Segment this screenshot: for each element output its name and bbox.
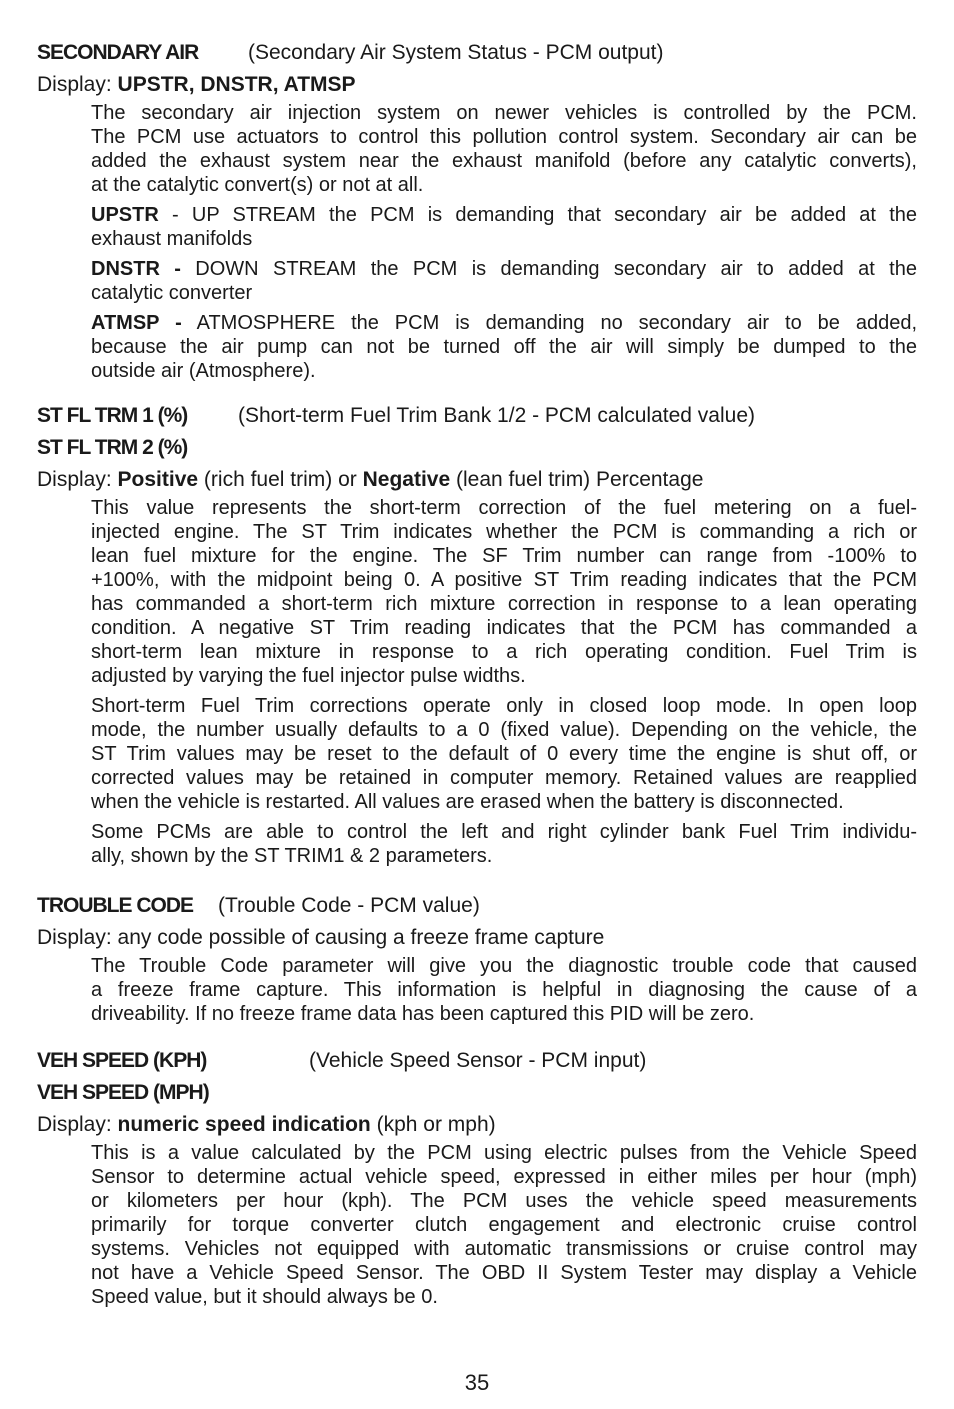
term-header	[37, 432, 917, 464]
display-text: Display:	[37, 468, 118, 491]
text-line: short-term lean mixture in response to a rich operating condition. Fuel Trim is	[91, 641, 917, 663]
term-name: SECONDARY AIR	[37, 41, 199, 64]
term-name: TROUBLE CODE	[37, 894, 193, 917]
display-value: numeric speed indication	[117, 1113, 371, 1136]
text-line: or kilometers per hour (kph). The PCM uses the vehicle speed measurements	[91, 1190, 917, 1212]
term-name: VEH SPEED (MPH)	[37, 1081, 209, 1104]
text-line: a freeze frame capture. This information is helpful in diagnosing the cause of a	[91, 979, 917, 1001]
display-text: (lean fuel trim) Percentage	[450, 468, 704, 491]
line-text: - UP STREAM the PCM is demanding that secondary air be added at the	[158, 204, 917, 226]
body-paragraph	[64, 203, 917, 251]
page-number: 35	[464, 1370, 490, 1395]
term-name: ST FL TRM 1 (%)	[37, 404, 188, 427]
text-line: driveability. If no freeze frame data has been captured this PID will be zero.	[91, 1003, 755, 1025]
section-trouble-code	[37, 890, 917, 1032]
text-line: This is a value calculated by the PCM using electric pulses from the Vehicle Speed	[91, 1142, 917, 1164]
text-line: Speed value, but it should always be 0.	[91, 1286, 438, 1308]
display-text: (rich fuel trim) or	[198, 468, 363, 491]
text-line: has commanded a short-term rich mixture correction in response to a lean operating	[91, 593, 917, 615]
text-line: exhaust manifolds	[91, 228, 253, 250]
text-line: Sensor to determine actual vehicle speed, expressed in either miles per hour (mph)	[91, 1166, 917, 1188]
text-line: Some PCMs are able to control the left and right cylinder bank Fuel Trim individu-	[91, 821, 917, 843]
term-header	[37, 1077, 917, 1109]
display-value: Negative	[362, 468, 451, 491]
text-line: lean fuel mixture for the engine. The SF Trim number can range from -100% to	[91, 545, 917, 567]
term-description: (Vehicle Speed Sensor - PCM input)	[309, 1049, 647, 1072]
text-line: This value represents the short-term correction of the fuel metering on a fuel-	[91, 497, 917, 519]
body-paragraph	[64, 496, 917, 688]
body-paragraph	[64, 257, 917, 305]
text-line: systems. Vehicles not equipped with automatic transmissions or cruise control may	[91, 1238, 917, 1260]
text-line	[64, 311, 917, 335]
parameter-code: UPSTR	[91, 204, 159, 226]
text-line: primarily for torque converter clutch engagement and electronic cruise control	[91, 1214, 917, 1236]
text-line: The Trouble Code parameter will give you the diagnostic trouble code that caused	[91, 955, 917, 977]
term-description: (Secondary Air System Status - PCM output)	[248, 41, 664, 64]
text-line: corrected values may be retained in computer memory. Retained values are reapplied	[91, 767, 917, 789]
section-st-fuel-trim	[37, 400, 917, 874]
term-description: (Short-term Fuel Trim Bank 1/2 - PCM calculated value)	[238, 404, 756, 427]
display-value: UPSTR, DNSTR, ATMSP	[117, 73, 356, 96]
text-line: when the vehicle is restarted. All values are erased when the battery is disconnected.	[91, 791, 844, 813]
display-text: Display:	[37, 73, 118, 96]
term-header	[37, 890, 917, 922]
section-secondary-air	[37, 37, 917, 389]
display-text: Display:	[37, 1113, 118, 1136]
text-line: The PCM use actuators to control this pollution control system. Secondary air can be	[91, 126, 917, 148]
text-line: adjusted by varying the fuel injector pulse widths.	[91, 665, 526, 687]
text-line: injected engine. The ST Trim indicates whether the PCM is commanding a rich or	[91, 521, 917, 543]
parameter-code: ATMSP -	[91, 312, 182, 334]
section-vehicle-speed	[37, 1045, 917, 1315]
body-paragraph	[64, 954, 917, 1026]
body-paragraph	[64, 101, 917, 197]
text-line: +100%, with the midpoint being 0. A positive ST Trim reading indicates that the PCM	[91, 569, 917, 591]
line-text: DOWN STREAM the PCM is demanding secondary air to added at the	[180, 258, 917, 280]
line-text: ATMOSPHERE the PCM is demanding no secondary air to be added,	[181, 312, 918, 334]
display-text: (kph or mph)	[370, 1113, 496, 1136]
text-line	[64, 203, 917, 227]
text-line: mode, the number usually defaults to a 0 (fixed value). Depending on the vehicle, the	[91, 719, 917, 741]
text-line: ally, shown by the ST TRIM1 & 2 parameters.	[91, 845, 493, 867]
body-paragraph	[64, 1141, 917, 1309]
display-value: Positive	[117, 468, 199, 491]
term-header	[37, 400, 917, 432]
body-paragraph	[64, 694, 917, 814]
display-text: Display: any code possible of causing a freeze frame capture	[37, 926, 605, 949]
term-header	[37, 1045, 917, 1077]
text-line: condition. A negative ST Trim reading indicates that the PCM has commanded a	[91, 617, 917, 639]
display-line	[37, 464, 917, 496]
text-line: added the exhaust system near the exhaust manifold (before any catalytic converts),	[91, 150, 917, 172]
text-line: outside air (Atmosphere).	[91, 360, 316, 382]
text-line: The secondary air injection system on newer vehicles is controlled by the PCM.	[91, 102, 917, 124]
term-name: VEH SPEED (KPH)	[37, 1049, 207, 1072]
parameter-code: DNSTR -	[91, 258, 181, 280]
term-description: (Trouble Code - PCM value)	[218, 894, 480, 917]
text-line: because the air pump can not be turned off the air will simply be dumped to the	[91, 336, 917, 358]
text-line: catalytic converter	[91, 282, 253, 304]
term-name: ST FL TRM 2 (%)	[37, 436, 188, 459]
display-line	[37, 1109, 917, 1141]
text-line: at the catalytic convert(s) or not at all.	[91, 174, 424, 196]
text-line: ST Trim values may be reset to the default of 0 every time the engine is shut off, or	[91, 743, 917, 765]
body-paragraph	[64, 311, 917, 383]
display-line	[37, 922, 917, 954]
text-line: Short-term Fuel Trim corrections operate only in closed loop mode. In open loop	[91, 695, 917, 717]
term-header	[37, 37, 917, 69]
text-line: not have a Vehicle Speed Sensor. The OBD II System Tester may display a Vehicle	[91, 1262, 917, 1284]
body-paragraph	[64, 820, 917, 868]
text-line	[64, 257, 917, 281]
display-line	[37, 69, 917, 101]
